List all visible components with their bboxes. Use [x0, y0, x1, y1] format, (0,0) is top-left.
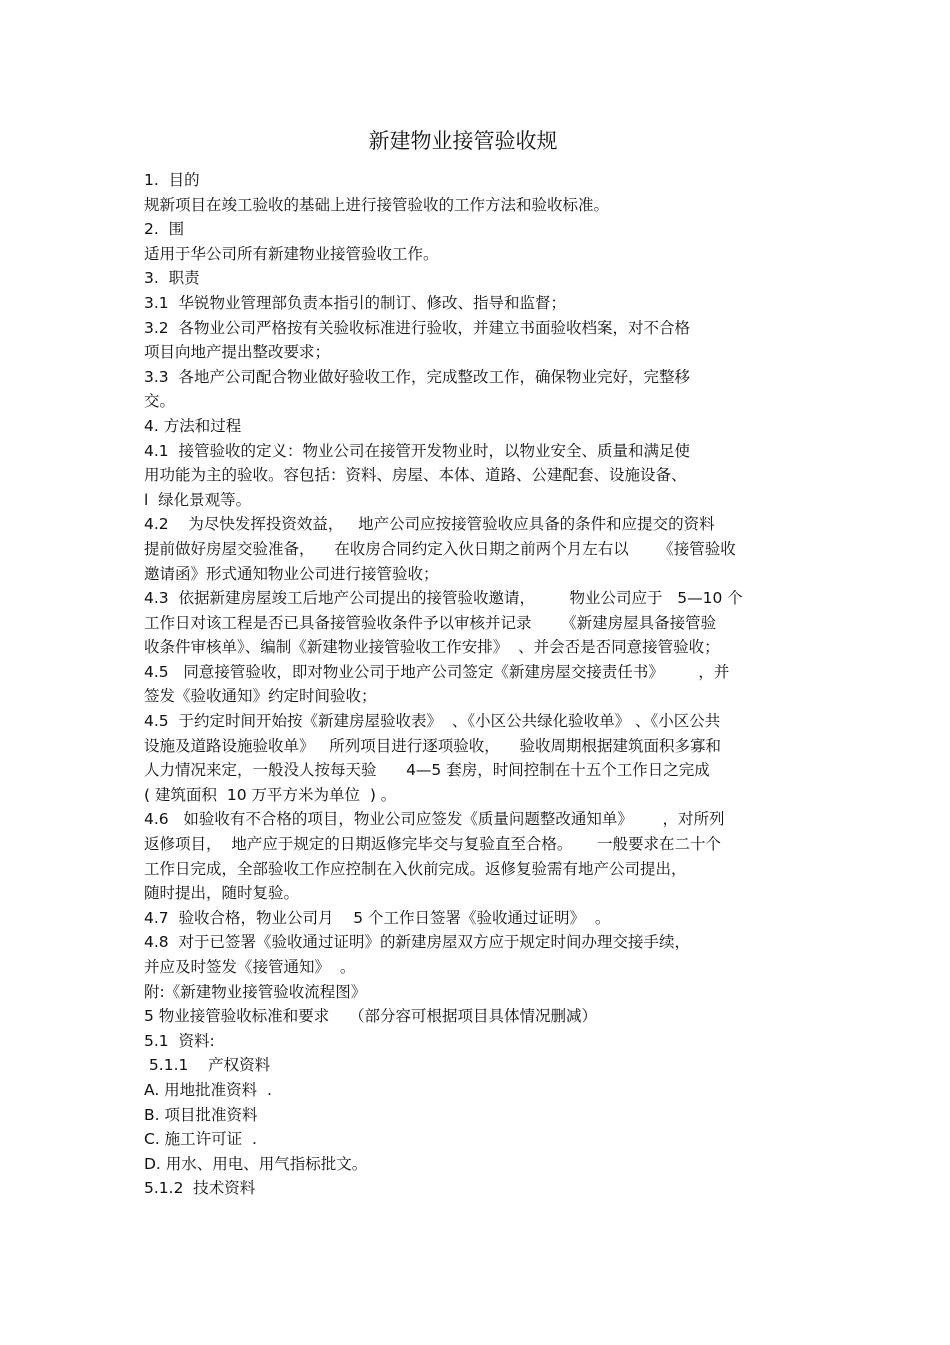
text-line: 2. 围: [144, 220, 185, 239]
text-line: 4.1 接管验收的定义：物业公司在接管开发物业时，以物业安全、质量和满足使: [144, 441, 691, 460]
text-line: 5.1.1 产权资料: [144, 1056, 271, 1075]
text-line: l 绿化景观等。: [144, 490, 252, 509]
document-body: [144, 168, 844, 1201]
text-line: 收条件审核单》、编制《新建物业接管验收工作安排》 、并会否是否同意接管验收；: [144, 638, 720, 657]
document-title: 新建物业接管验收规: [368, 129, 558, 153]
text-line: 4. 方法和过程: [144, 416, 242, 435]
text-line: 5.1.2 技术资料: [144, 1179, 256, 1198]
text-line: 5 物业接管验收标准和要求 （部分容可根据项目具体情况删减）: [144, 1007, 597, 1026]
text-line: 邀请函》形式通知物业公司进行接管验收；: [144, 564, 439, 583]
text-line: 返修项目， 地产应于规定的日期返修完毕交与复验直至合格。 一般要求在二十个: [144, 835, 721, 854]
text-line: 工作日对该工程是否已具备接管验收条件予以审核并记录 《新建房屋具备接管验: [144, 613, 717, 632]
text-line: 项目向地产提出整改要求；: [144, 343, 331, 362]
text-line: 提前做好房屋交验准备， 在收房合同约定入伙日期之前两个月左右以 《接管验收: [144, 539, 736, 558]
text-line: 签发《验收通知》约定时间验收；: [144, 687, 377, 706]
text-line: 交。: [144, 392, 176, 411]
text-line: B. 项目批准资料: [144, 1105, 258, 1124]
text-line: 4.5 同意接管验收，即对物业公司于地产公司签定《新建房屋交接责任书》 ，并: [144, 662, 730, 681]
text-line: 并应及时签发《接管通知》 。: [144, 958, 356, 976]
text-line: 设施及道路设施验收单》 所列项目进行逐项验收， 验收周期根据建筑面积多寡和: [144, 736, 721, 755]
text-line: 人力情况来定，一般没人按每天验 4—5 套房，时间控制在十五个工作日之完成: [144, 761, 710, 780]
text-line: 3.2 各物业公司严格按有关验收标准进行验收，并建立书面验收档案，对不合格: [144, 318, 691, 337]
text-line: 规新项目在竣工验收的基础上进行接管验收的工作方法和验收标准。: [144, 195, 610, 214]
text-line: ( 建筑面积 10 万平方米为单位 ) 。: [144, 785, 397, 804]
text-line: 4.8 对于已签署《验收通过证明》的新建房屋双方应于规定时间办理交接手续，: [144, 933, 691, 952]
text-line: 附:《新建物业接管验收流程图》: [144, 982, 367, 1001]
text-line: 5.1 资料:: [144, 1031, 215, 1050]
text-line: 4.2 为尽快发挥投资效益， 地产公司应按接管验收应具备的条件和应提交的资料: [144, 515, 715, 534]
text-line: 随时提出，随时复验。: [144, 884, 300, 903]
text-line: 3. 职责: [144, 269, 200, 288]
text-line: D. 用水、用电、用气指标批文。: [144, 1154, 368, 1173]
text-line: 适用于华公司所有新建物业接管验收工作。: [144, 244, 439, 263]
text-line: A. 用地批准资料 .: [144, 1080, 272, 1099]
text-line: 3.3 各地产公司配合物业做好验收工作，完成整改工作，确保物业完好，完整移: [144, 367, 691, 386]
text-line: 4.5 于约定时间开始按《新建房屋验收表》 、《小区公共绿化验收单》 、《小区公共: [144, 712, 721, 731]
text-line: C. 施工许可证 .: [144, 1130, 257, 1149]
text-line: 工作日完成，全部验收工作应控制在入伙前完成。返修复验需有地产公司提出，: [144, 859, 687, 878]
text-line: 4.3 依据新建房屋竣工后地产公司提出的接管验收邀请， 物业公司应于 5—10 个: [144, 589, 743, 608]
text-line: 1. 目的: [144, 171, 200, 189]
text-line: 4.6 如验收有不合格的项目，物业公司应签发《质量问题整改通知单》 ，对所列: [144, 810, 725, 829]
text-line: 用功能为主的验收。容包括：资料、房屋、本体、道路、公建配套、设施设备、: [144, 466, 687, 485]
text-line: 3.1 华锐物业管理部负责本指引的制订、修改、指导和监督；: [144, 293, 567, 312]
text-line: 4.7 验收合格，物业公司月 5 个工作日签署《验收通过证明》 。: [144, 908, 611, 927]
